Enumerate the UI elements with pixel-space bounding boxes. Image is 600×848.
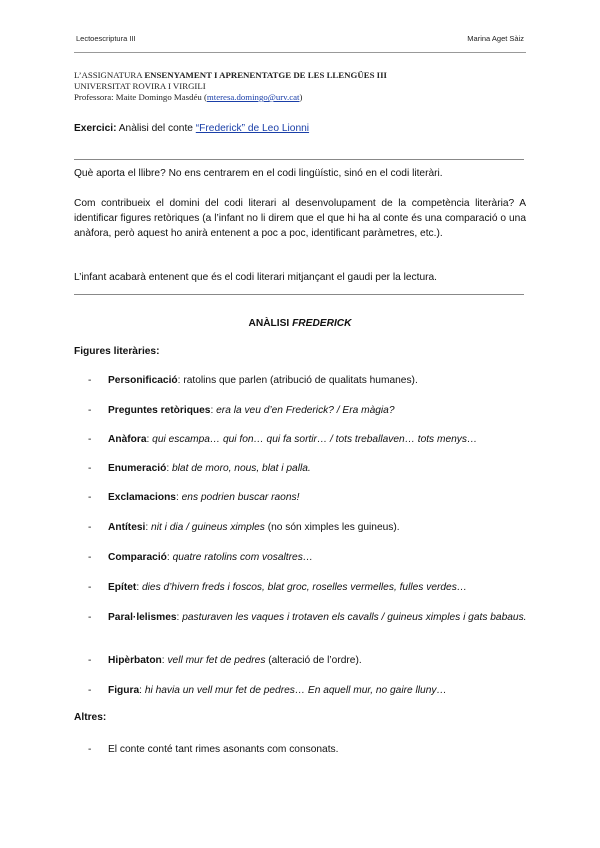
list-bullet: - [88,434,92,445]
analysis-title: ANÀLISI FREDERICK [248,318,352,329]
figure-note: (no són ximples les guineus). [264,522,400,533]
figure-term: Hipèrbaton [108,655,162,666]
story-link[interactable]: “Frederick” de Leo Lionni [195,123,310,134]
professor-line: Professora: Maite Domingo Masdéu (mteresa.domingo@urv.cat) [74,92,303,102]
figure-term: Personificació [108,375,178,386]
list-bullet: - [88,655,92,666]
paragraph-2: Com contribueix el domini del codi literari al desenvolupament de la competència literària? A identificar figures retòriques (a l’infant no li direm que el que hi ha al conte és una comparació o una anàfora, però aquest ho anirà entenent a poc a poc, identificant paràmetres, etc.). [74,198,526,239]
altres-text: El conte conté tant rimes asonants com consonats. [108,744,339,755]
figure-text [108,551,528,565]
figure-example: hi havia un vell mur fet de pedres… En aquell mur, no gaire lluny… [144,685,447,696]
figure-text [108,581,528,595]
figure-example: era la veu d’en Frederick? / Era màgia? [216,405,395,416]
course-name: ENSENYAMENT I APRENENTATGE DE LES LLENGÜES III [144,70,387,80]
list-bullet: - [88,685,92,696]
header-author: Marina Aget Sàiz [467,34,524,43]
figure-example: nit i dia / guineus ximples [151,522,265,533]
figure-term: Epítet [108,582,137,593]
paragraph-3: L’infant acabarà entenent que és el codi literari mitjançant el gaudi per la lectura. [74,272,438,283]
figure-term: Enumeració [108,463,167,474]
figure-separator: : [145,522,152,533]
divider-top [74,159,524,160]
figure-separator: : [166,463,172,474]
exercise-label: Exercici: [74,123,117,134]
figure-term: Antítesi [108,522,146,533]
paragraph-1: Què aporta el llibre? No ens centrarem en el codi lingüístic, sinó en el codi literàri. [74,168,443,179]
list-bullet: - [88,744,92,755]
figure-text [108,374,528,388]
page-header [76,34,524,46]
figure-separator: : [176,612,183,623]
header-divider [74,52,526,53]
list-bullet: - [88,405,92,416]
list-bullet: - [88,492,92,503]
figure-text [108,521,528,535]
figure-separator: : [175,492,182,503]
figure-text [108,404,528,418]
figure-separator: : [166,552,173,563]
figure-example: ratolins que parlen (atribució de qualitats humanes). [183,375,418,386]
figure-separator: : [177,375,184,386]
list-bullet: - [88,463,92,474]
figure-example: pasturaven les vaques i trotaven els cavalls / guineus ximples i gats babaus. [182,612,527,623]
figure-example: ens podrien buscar raons! [181,492,300,503]
figure-separator: : [139,685,145,696]
figure-term: Comparació [108,552,167,563]
header-course: Lectoescriptura III [76,34,136,43]
figure-text [108,433,528,447]
list-bullet: - [88,375,92,386]
figure-text [108,491,528,505]
figure-example: dies d’hivern freds i foscos, blat groc, roselles vermelles, fulles verdes… [141,582,467,593]
course-line: L’ASSIGNATURA ENSENYAMENT I APRENENTATGE DE LES LLENGÜES III [74,70,387,80]
figure-example: quatre ratolins com vosaltres… [172,552,313,563]
figure-text [108,611,528,625]
list-bullet: - [88,552,92,563]
figure-term: Figura [108,685,140,696]
figure-separator: : [136,582,142,593]
list-bullet: - [88,612,92,623]
figure-term: Anàfora [108,434,147,445]
professor-email-link[interactable]: mteresa.domingo@urv.cat [206,92,300,102]
figure-separator: : [210,405,217,416]
figure-example: blat de moro, nous, blat i palla. [172,463,311,474]
figure-example: qui escampa… qui fon… qui fa sortir… / tots treballaven… tots menys… [152,434,478,445]
altres-heading: Altres: [74,712,107,723]
list-bullet: - [88,582,92,593]
figure-term: Paral·lelismes [108,612,177,623]
figure-note: (alteració de l’ordre). [265,655,362,666]
exercise-heading: Exercici: Anàlisi del conte “Frederick” de Leo Lionni [74,123,310,134]
figure-term: Preguntes retòriques [108,405,211,416]
list-bullet: - [88,522,92,533]
divider-bottom [74,294,524,295]
institution-block [74,70,387,103]
figures-heading: Figures literàries: [74,346,160,357]
figure-separator: : [161,655,168,666]
figure-text [108,684,528,698]
figure-text [108,462,528,476]
university-line: UNIVERSITAT ROVIRA I VIRGILI [74,81,206,91]
figure-example: vell mur fet de pedres [167,655,266,666]
figure-term: Exclamacions [108,492,176,503]
figure-text [108,654,528,668]
figure-separator: : [146,434,153,445]
